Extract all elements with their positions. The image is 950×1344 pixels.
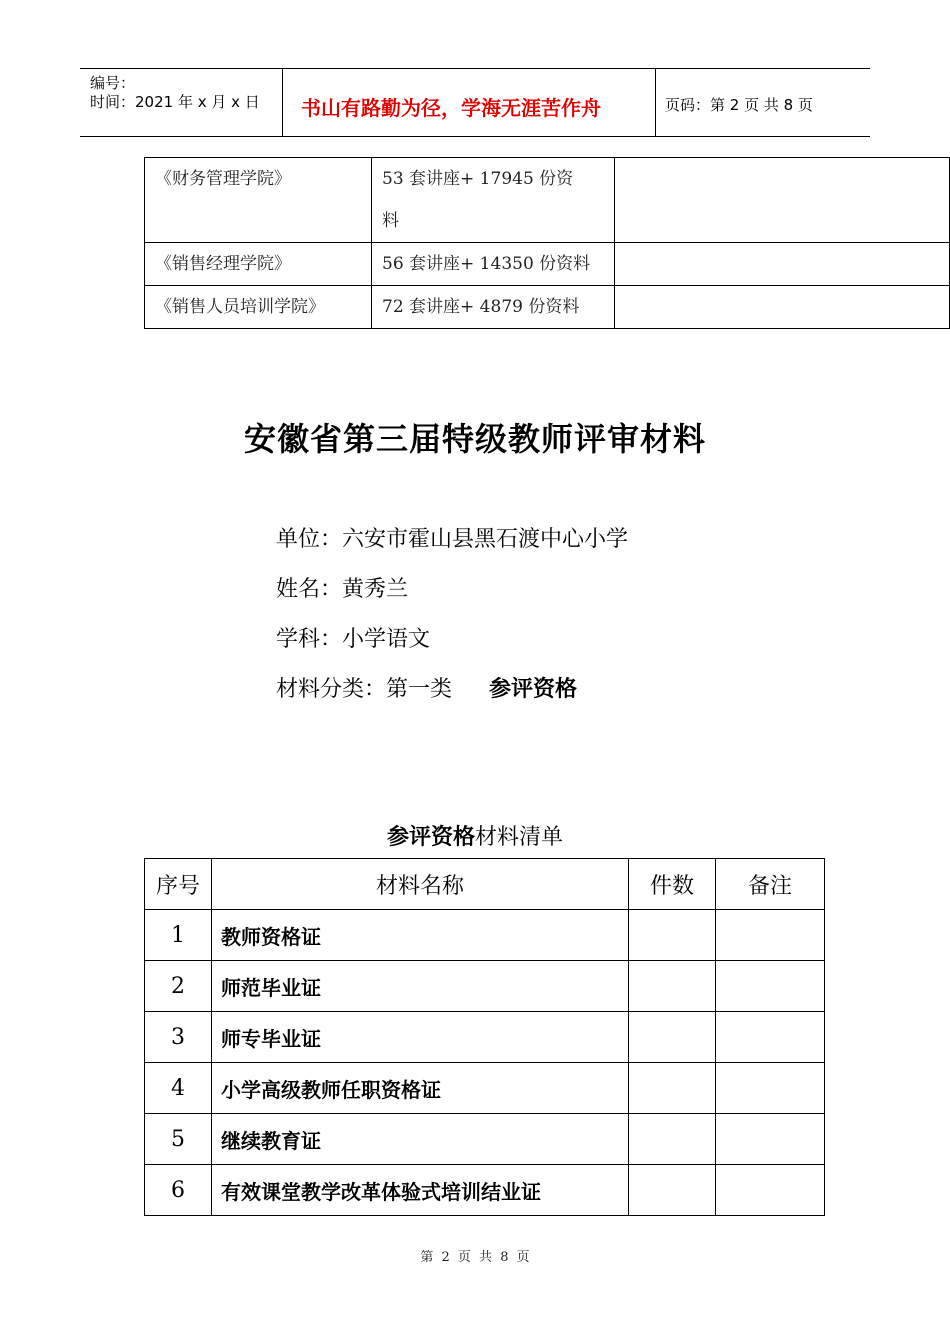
row-name: 教师资格证 (212, 910, 629, 961)
info-subject: 学科：小学语文 (276, 627, 431, 652)
info-category (276, 672, 577, 703)
header-name: 材料名称 (212, 859, 629, 910)
resource-empty-cell (615, 158, 950, 243)
row-note (716, 1165, 825, 1216)
document-title: 安徽省第三届特级教师评审材料 (243, 420, 706, 458)
row-no: 4 (145, 1063, 212, 1114)
row-no: 2 (145, 961, 212, 1012)
material-list-title (0, 820, 950, 851)
row-name: 有效课堂教学改革体验式培训结业证 (212, 1165, 629, 1216)
header-count: 件数 (629, 859, 716, 910)
header-number-label: 编号： (90, 74, 136, 92)
header-motto: 书山有路勤为径，学海无涯苦作舟 (301, 96, 601, 120)
row-note (716, 1012, 825, 1063)
table-row (145, 243, 950, 286)
material-list-title-bold: 参评资格 (386, 825, 475, 850)
resource-table (144, 157, 950, 329)
table-row (145, 1063, 825, 1114)
row-name: 师范毕业证 (212, 961, 629, 1012)
row-name: 继续教育证 (212, 1114, 629, 1165)
header-note: 备注 (716, 859, 825, 910)
row-no: 5 (145, 1114, 212, 1165)
table-row (145, 1165, 825, 1216)
page-footer: 第 2 页 共 8 页 (420, 1250, 530, 1265)
header-top-rule (80, 68, 870, 69)
row-note (716, 910, 825, 961)
row-name: 师专毕业证 (212, 1012, 629, 1063)
header-no: 序号 (145, 859, 212, 910)
table-row (145, 1012, 825, 1063)
header-divider-left (282, 68, 283, 136)
row-note (716, 1063, 825, 1114)
row-count (629, 1114, 716, 1165)
row-count (629, 910, 716, 961)
row-note (716, 961, 825, 1012)
resource-empty-cell (615, 286, 950, 329)
row-no: 6 (145, 1165, 212, 1216)
row-note (716, 1114, 825, 1165)
category-value: 参评资格 (489, 677, 578, 702)
category-label: 材料分类：第一类 (276, 677, 453, 702)
header-bottom-rule (80, 136, 870, 137)
resource-name-cell: 《销售经理学院》 (145, 243, 372, 286)
resource-detail-line: 53 套讲座+ 17945 份资 (382, 169, 574, 189)
material-list-title-rest: 材料清单 (475, 825, 564, 850)
table-header-row (145, 859, 825, 910)
resource-name-cell: 《财务管理学院》 (145, 158, 372, 243)
resource-name-cell: 《销售人员培训学院》 (145, 286, 372, 329)
table-row (145, 158, 950, 243)
resource-detail-cell (372, 158, 615, 243)
header-page-info: 页码：第 2 页 共 8 页 (665, 96, 813, 114)
resource-detail-cell: 56 套讲座+ 14350 份资料 (372, 243, 615, 286)
info-unit: 单位：六安市霍山县黑石渡中心小学 (276, 527, 629, 552)
info-name: 姓名：黄秀兰 (276, 577, 409, 602)
resource-detail-cell: 72 套讲座+ 4879 份资料 (372, 286, 615, 329)
header-time-label: 时间：2021 年 x 月 x 日 (90, 93, 260, 111)
table-row (145, 1114, 825, 1165)
material-list-table (144, 858, 825, 1216)
row-no: 1 (145, 910, 212, 961)
row-count (629, 1012, 716, 1063)
row-no: 3 (145, 1012, 212, 1063)
header-divider-right (655, 68, 656, 136)
resource-empty-cell (615, 243, 950, 286)
row-count (629, 961, 716, 1012)
table-row (145, 961, 825, 1012)
table-row (145, 910, 825, 961)
resource-detail-line: 料 (382, 211, 399, 231)
table-row (145, 286, 950, 329)
row-count (629, 1063, 716, 1114)
row-name: 小学高级教师任职资格证 (212, 1063, 629, 1114)
row-count (629, 1165, 716, 1216)
